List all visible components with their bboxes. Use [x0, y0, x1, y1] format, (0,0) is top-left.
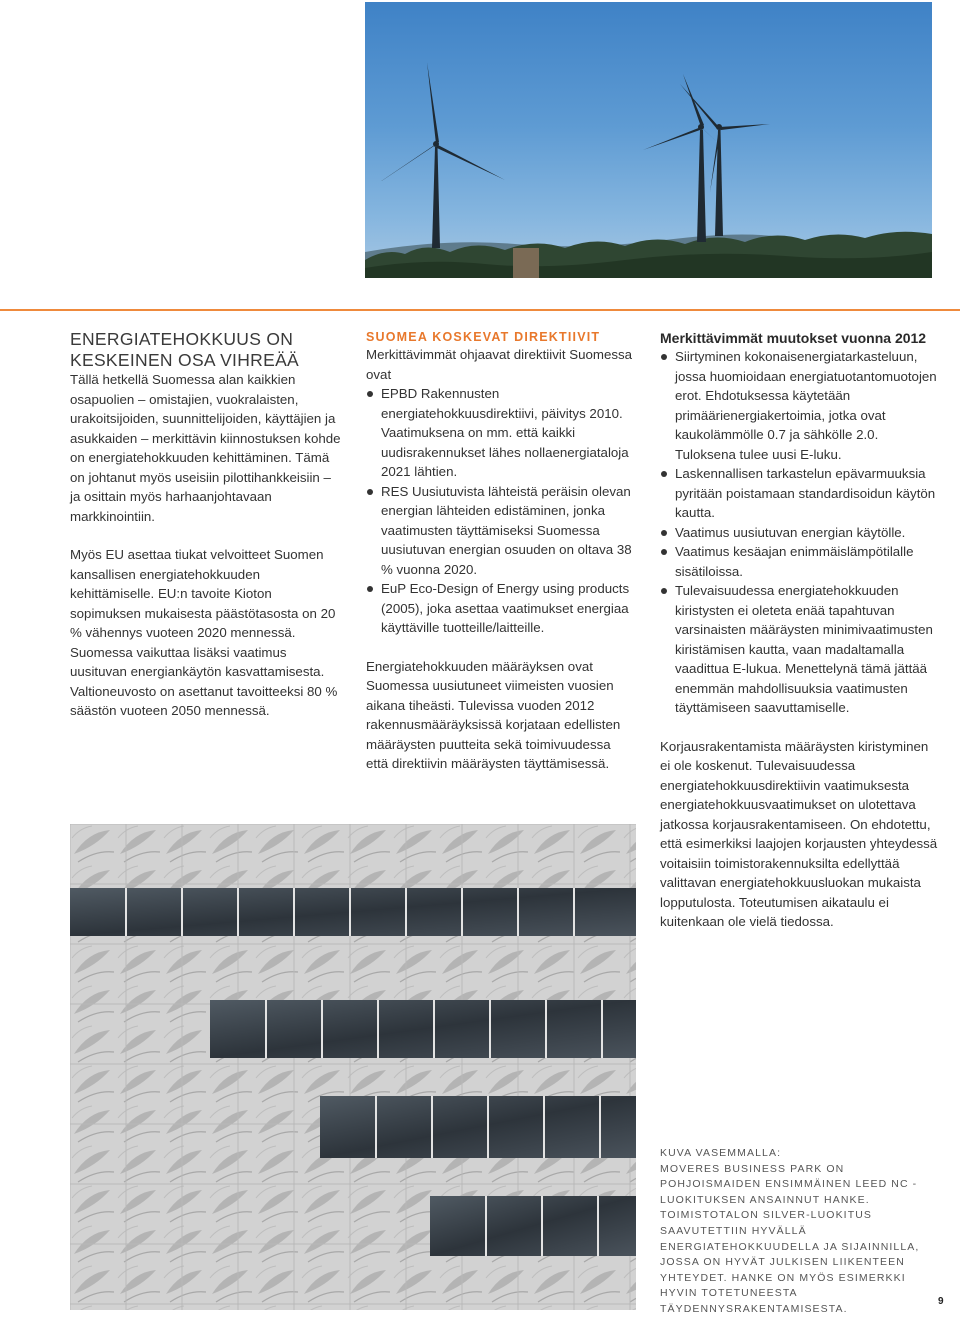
paragraph-1: Tällä hetkellä Suomessa alan kaikkien osapuolien – omistajien, vuokralaisten, urakoitsijoiden, suunnittelijoiden, käyttäjien ja asukkaiden – merkittävin kiinnostuksen kohde on energiatehokkuuden kehittäminen. Tämä on johtanut myös useisiin pilottihankkeisiin – ja osittain myös harhaanjohtavaan markkinointiin. [70, 372, 341, 524]
section-divider [0, 309, 960, 311]
list-item: Vaatimus kesäajan enimmäislämpötilalle sisätiloissa. [660, 542, 938, 581]
directives-intro: Merkittävimmät ohjaavat direktiivit Suomessa ovat [366, 347, 633, 382]
renovation-paragraph: Korjausrakentamista määräysten kiristyminen ei ole koskenut. Tulevaisuudessa energiatehokkuusdirektiivin vaatimuksesta energiatehokkuusvaatimukset on ulotettava jatkossa korjausrakentamiseen. On ehdotettu, että esimerkiksi laajojen korjausten yhteydessä voitaisiin toimistorakennuksilta edellyttää valittavan energiatehokkuusluokan mukaista lopputulosta. Toteutumisen aikataulu ei kuitenkaan ole vielä tiedossa. [660, 738, 938, 929]
directives-paragraph: Energiatehokkuuden määräyksen ovat Suomessa uusiutuneet viimeisten vuosien aikana tiheästi. Tulevissa vuoden 2012 rakennusmääräyksissä korjataan edellisten määräysten puutteita sekä toimivuudessa että direktiivin määräysten täyttämisessä. [366, 658, 621, 771]
building-facade-photo [70, 824, 636, 1310]
column-left [70, 329, 342, 721]
caption-text: MOVERES BUSINESS PARK ON POHJOISMAIDEN ENSIMMÄINEN LEED NC -LUOKITUKSEN ANSAINNUT HANKE. TOIMISTOTALON SILVER-LUOKITUS SAAVUTETTIIN HYVÄLLÄ ENERGIATEHOKKUUDELLA JA SIJAINNILLA, JOSSA ON HYVÄT JULKISEN LIIKENTEEN YHTEYDET. HANKE ON MYÖS ESIMERKKI HYVIN TOTETUNEESTA TÄYDENNYSRAKENTAMISESTA. [660, 1162, 920, 1315]
changes-heading: Merkittävimmät muutokset vuonna 2012 [660, 330, 927, 346]
wind-turbine-1 [377, 62, 505, 248]
page-number: 9 [938, 1296, 944, 1307]
paragraph-2: Myös EU asettaa tiukat velvoitteet Suomen kansallisen energiatehokkuuden kehittämiselle. EU:n tavoite Kioton sopimuksen mukaisesta päästötasosta on 20 % vähennys vuoteen 2020 mennessä. Suomessa vaikuttaa lisäksi vaatimus uusituvan energiankäytön kasvattamisesta. Valtioneuvosto on asettanut tavoitteeksi 80 % säästön vuoteen 2050 mennessä. [70, 547, 338, 718]
list-item: Vaatimus uusiutuvan energian käytölle. [660, 523, 938, 543]
directives-list [366, 384, 634, 638]
facade-illustration [70, 824, 636, 1310]
section-heading: ENERGIATEHOKKUUS ON KESKEINEN OSA VIHREÄÄ [70, 329, 300, 370]
changes-list [660, 347, 938, 718]
wind-turbines-illustration [365, 2, 932, 278]
list-item: Tulevaisuudessa energiatehokkuuden kiristysten ei oleteta enää tapahtuvan varsinaisten määräysten minimivaatimusten kiristämisen kautta, vaan madaltamalla vaadittua E-lukua. Menettelynä tämä jättää enemmän mahdollisuuksia vaatimusten täyttämiseen saavuttamiselle. [660, 581, 938, 718]
column-middle [366, 329, 634, 774]
directives-heading: SUOMEA KOSKEVAT DIREKTIIVIT [366, 330, 601, 344]
wind-turbine-2 [643, 74, 717, 242]
list-item: EPBD Rakennusten energiatehokkuusdirektiivi, päivitys 2010. Vaatimuksena on mm. että kaikki uudisrakennukset lähes nollaenergiataloja 2021 lähtien. [366, 384, 634, 482]
list-item: Siirtyminen kokonaisenergiatarkasteluun, jossa huomioidaan energiatuotantomuotojen erot. Ehdotuksessa käytetään primäärienergiakertoimia, jotka ovat kaukolämmölle 0.7 ja sähkölle 2.0. Tuloksena tulee uusi E-luku. [660, 347, 938, 464]
wind-turbines-photo [365, 2, 932, 278]
list-item: EuP Eco-Design of Energy using products (2005), joka asettaa vaatimukset energiaa käyttäville tuotteille/laitteille. [366, 579, 634, 638]
photo-caption [660, 1146, 940, 1318]
list-item: Laskennallisen tarkastelun epävarmuuksia pyritään poistamaan standardisoidun käytön kautta. [660, 464, 938, 523]
caption-label: KUVA VASEMMALLA: [660, 1147, 782, 1159]
list-item: RES Uusiutuvista lähteistä peräisin olevan energian lähteiden edistäminen, jonka vaatimusten täyttämiseksi Suomessa uusiutuvan energian osuuden on oltava 38 % vuonna 2020. [366, 482, 634, 580]
wind-turbine-3 [680, 84, 770, 236]
column-right [660, 329, 938, 932]
